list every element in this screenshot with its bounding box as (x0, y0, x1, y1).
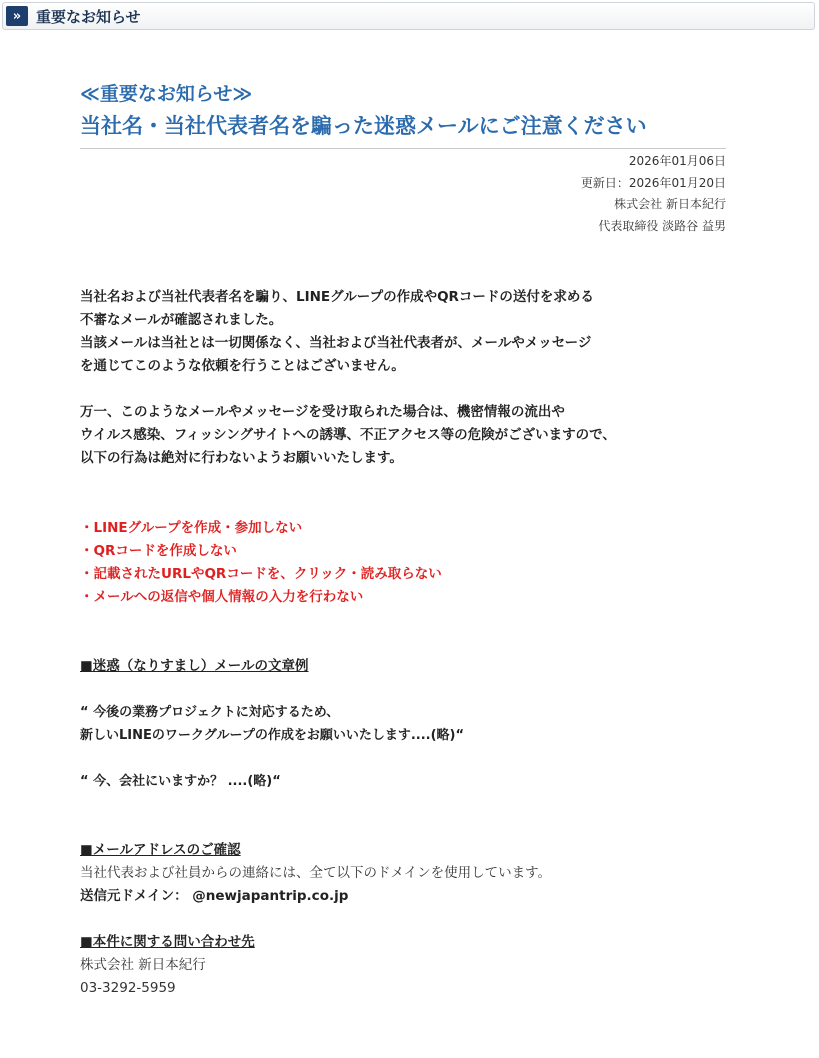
paragraph-line: 当該メールは当社とは一切関係なく、当社および当社代表者が、メールやメッセージ (80, 335, 592, 351)
article-content (80, 80, 726, 1000)
article-meta (80, 151, 726, 237)
header-title: 重要なお知らせ (36, 7, 141, 26)
prohibited-action-item: ・メールへの返信や個人情報の入力を行わない (80, 589, 364, 605)
prohibited-action-item: ・記載されたURLやQRコードを、クリック・読み取らない (80, 566, 442, 582)
warning-paragraph (80, 401, 726, 470)
intro-paragraph (80, 286, 726, 378)
paragraph-line: 万一、このようなメールやメッセージを受け取られた場合は、機密情報の流出や (80, 404, 565, 420)
email-check-heading: ■メールアドレスのご確認 (80, 842, 241, 858)
prohibited-action-item: ・LINEグループを作成・参加しない (80, 520, 303, 536)
spam-examples-heading: ■迷惑（なりすまし）メールの文章例 (80, 658, 309, 674)
paragraph-line: を通じてこのような依頼を行うことはございません。 (80, 358, 405, 374)
paragraph-line: ウイルス感染、フィッシングサイトへの誘導、不正アクセス等の危険がございますので、 (80, 427, 616, 443)
article-title-label: ≪重要なお知らせ≫ (80, 83, 253, 105)
publish-date: 2026年01月06日 (628, 154, 726, 168)
spam-example-line: 新しいLINEのワークグループの作成をお願いいたします....(略)“ (80, 728, 465, 743)
representative-name: 代表取締役 淡路谷 益男 (598, 218, 726, 233)
spam-examples (80, 701, 726, 793)
prohibited-actions-list (80, 517, 726, 609)
double-chevron-right-icon: » (6, 6, 28, 26)
paragraph-line: 不審なメールが確認されました。 (80, 312, 283, 328)
article-title: 当社名・当社代表者名を騙った迷惑メールにご注意ください (80, 114, 647, 138)
contact-phone: 03-3292-5959 (80, 980, 176, 996)
paragraph-line: 以下の行為は絶対に行わないようお願いいたします。 (80, 450, 403, 466)
prohibited-action-item: ・QRコードを作成しない (80, 543, 237, 559)
contact-heading: ■本件に関する問い合わせ先 (80, 934, 255, 950)
contact-company: 株式会社 新日本紀行 (80, 957, 206, 973)
notice-header-bar (2, 2, 815, 30)
updated-date: 更新日：2026年01月20日 (580, 175, 726, 190)
sender-domain: 送信元ドメイン： @newjapantrip.co.jp (80, 888, 349, 904)
company-name: 株式会社 新日本紀行 (614, 197, 726, 211)
email-check-text: 当社代表および社員からの連絡には、全て以下のドメインを使用しています。 (80, 865, 552, 881)
paragraph-line: 当社名および当社代表者名を騙り、LINEグループの作成やQRコードの送付を求める (80, 289, 594, 305)
title-divider (80, 148, 726, 149)
spam-example-line: “ 今、会社にいますか？ ....(略)“ (80, 774, 281, 789)
spam-example-line: “ 今後の業務プロジェクトに対応するため、 (80, 705, 340, 720)
